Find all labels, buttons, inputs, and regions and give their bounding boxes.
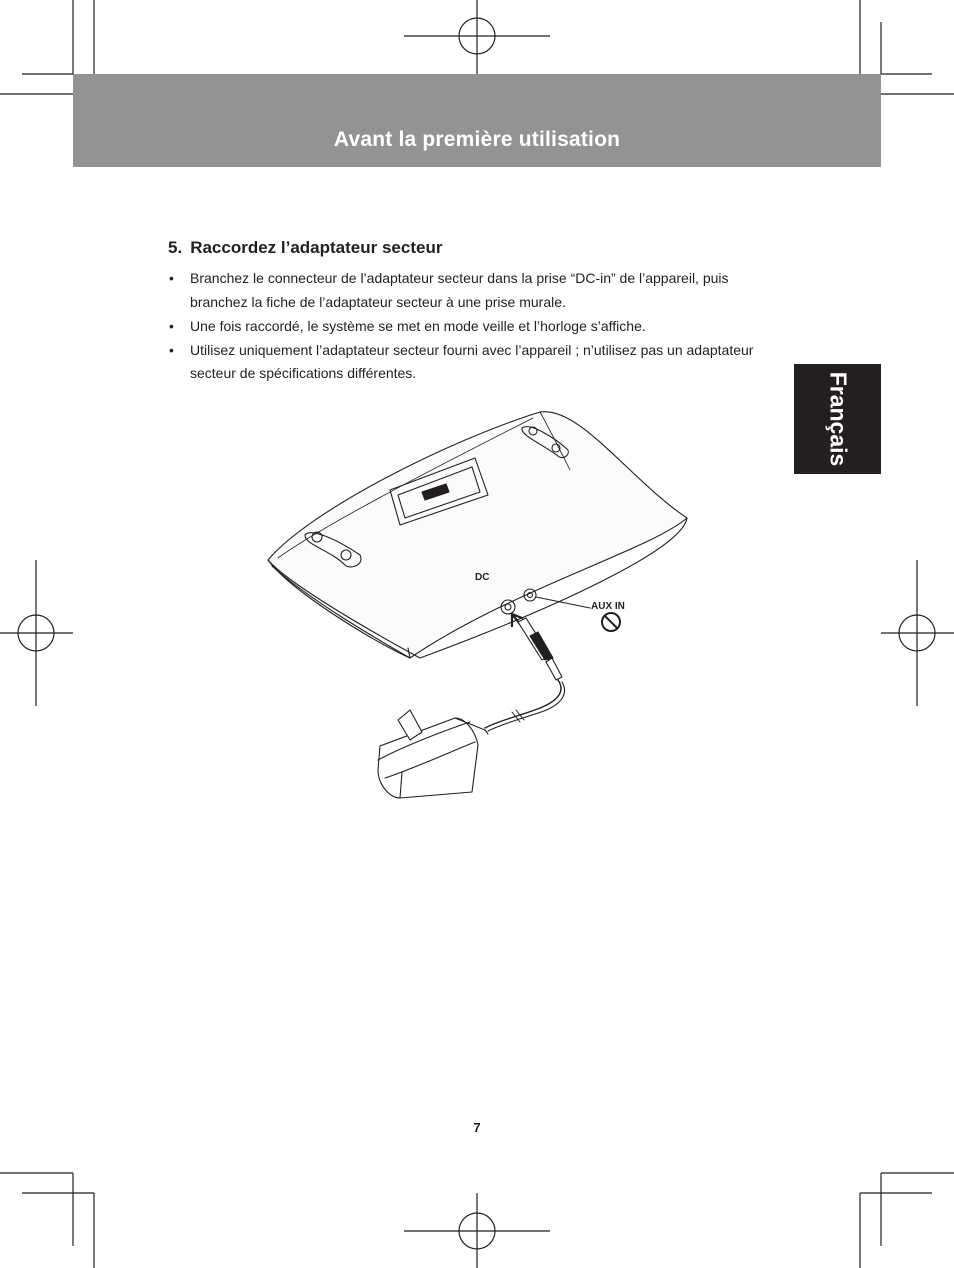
adapter-cable bbox=[485, 680, 561, 728]
aux-leader-line bbox=[536, 597, 590, 608]
dock-connection-illustration bbox=[250, 400, 700, 805]
instructions bbox=[168, 238, 778, 386]
dc-label: DC bbox=[475, 572, 490, 583]
section-header bbox=[73, 74, 881, 167]
list-item: • Utilisez uniquement l’adaptateur secteur fourni avec l’appareil ; n’utilisez pas un adaptateur secteur de spécifications différentes. bbox=[168, 339, 778, 386]
step-number: 5. bbox=[168, 238, 183, 257]
registration-mark-right bbox=[881, 560, 954, 706]
language-tab bbox=[794, 364, 881, 474]
page-number: 7 bbox=[473, 1120, 481, 1135]
list-item: • Branchez le connecteur de l’adaptateur secteur dans la prise “DC-in” de l’appareil, puis branchez la fiche de l’adaptateur secteur à une prise murale. bbox=[168, 267, 778, 314]
registration-mark-bottom bbox=[404, 1193, 550, 1268]
section-title: Avant la première utilisation bbox=[333, 128, 621, 151]
aux-in-label: AUX IN bbox=[591, 601, 625, 612]
power-adapter bbox=[378, 710, 488, 798]
language-tab-label: Français bbox=[825, 371, 852, 467]
registration-mark-left bbox=[0, 560, 73, 706]
list-item: • Une fois raccordé, le système se met en mode veille et l’horloge s’affiche. bbox=[168, 315, 778, 339]
dock-body bbox=[268, 412, 687, 658]
step-title: Raccordez l’adaptateur secteur bbox=[190, 238, 443, 257]
registration-mark-top bbox=[404, 0, 550, 74]
step-heading bbox=[168, 238, 778, 258]
prohibited-icon bbox=[602, 613, 620, 631]
bullet-list bbox=[168, 267, 778, 386]
